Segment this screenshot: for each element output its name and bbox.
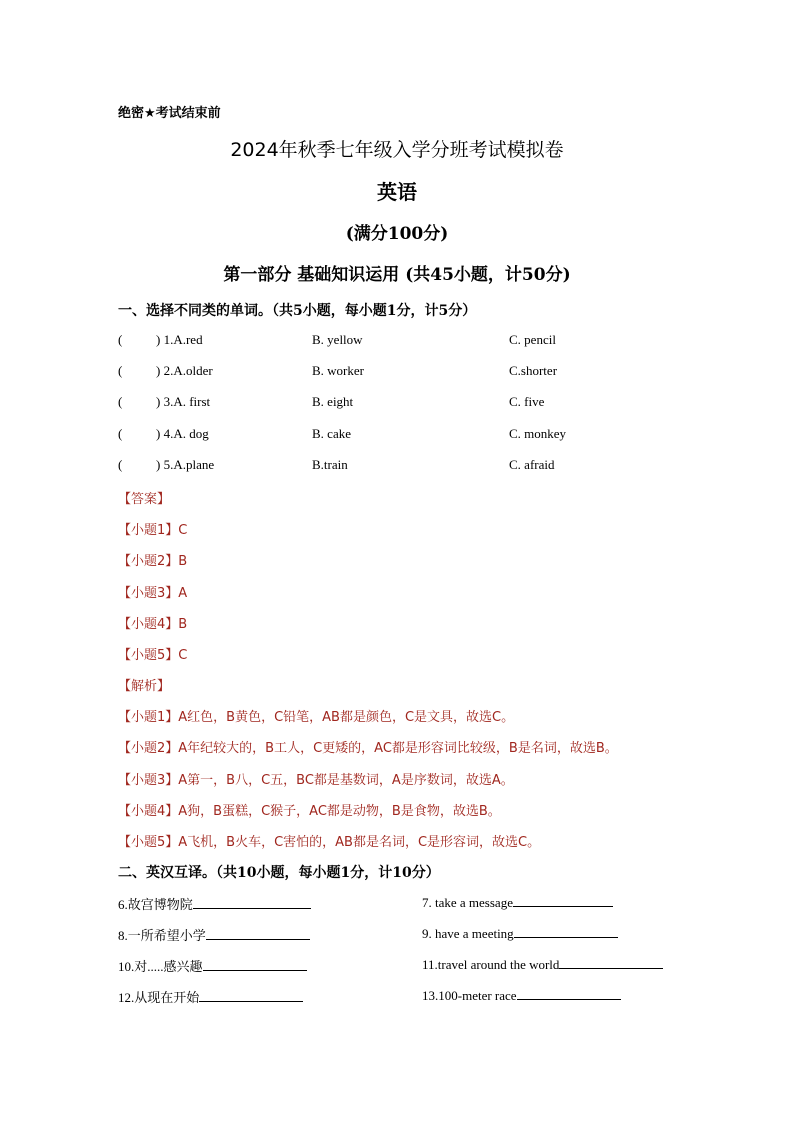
translation-item xyxy=(118,925,310,944)
section1-title: 一、选择不同类的单词。（共5小题，每小题1分，计5分） xyxy=(118,303,477,319)
exam-title: 2024年秋季七年级入学分班考试模拟卷 xyxy=(230,139,564,161)
answer-item: 【小题4】B xyxy=(118,617,188,632)
answer-blank[interactable] xyxy=(203,958,307,971)
translation-item xyxy=(422,894,613,911)
option-c: C. pencil xyxy=(509,332,556,347)
question-row xyxy=(0,457,794,477)
question-row xyxy=(0,394,794,414)
answer-blank[interactable] xyxy=(193,896,311,909)
question-row xyxy=(0,426,794,446)
translation-text: 13.100-meter race xyxy=(422,988,517,1003)
translation-item xyxy=(422,956,663,973)
translation-text: 7. take a message xyxy=(422,895,513,910)
answer-blank[interactable] xyxy=(514,925,618,938)
answer-paren: ( xyxy=(118,363,123,378)
option-c: C. five xyxy=(509,394,545,409)
question-row xyxy=(0,363,794,383)
option-c: C. afraid xyxy=(509,457,555,472)
answer-item: 【小题5】C xyxy=(118,648,188,663)
option-a: ) 4.A. dog xyxy=(156,426,209,441)
answer-item: 【小题2】B xyxy=(118,554,188,569)
option-b: B. eight xyxy=(312,394,354,409)
option-c: C. monkey xyxy=(509,426,567,441)
translation-item xyxy=(422,987,621,1004)
answer-blank[interactable] xyxy=(517,987,621,1000)
translation-item xyxy=(422,925,618,942)
option-c: C.shorter xyxy=(509,363,558,378)
answer-paren: ( xyxy=(118,457,123,472)
analysis-label: 【解析】 xyxy=(118,679,171,694)
option-a: ) 2.A.older xyxy=(156,363,213,378)
section2-title: 二、英汉互译。（共10小题，每小题1分，计10分） xyxy=(118,865,440,881)
question-row xyxy=(0,332,794,352)
analysis-item: 【小题4】A狗，B蛋糕，C猴子，AC都是动物，B是食物，故选B。 xyxy=(118,804,501,819)
answer-item: 【小题3】A xyxy=(118,586,188,601)
translation-text: 9. have a meeting xyxy=(422,926,514,941)
part-heading: 第一部分 基础知识运用 (共45小题，计50分) xyxy=(223,265,571,285)
answer-paren: ( xyxy=(118,394,123,409)
translation-text: 10.对.....感兴趣 xyxy=(118,959,203,974)
translation-text: 6.故宫博物院 xyxy=(118,897,193,912)
translation-item xyxy=(118,956,307,975)
translation-text: 12.从现在开始 xyxy=(118,990,200,1005)
analysis-item: 【小题2】A年纪较大的，B工人，C更矮的，AC都是形容词比较级，B是名词，故选B。 xyxy=(118,741,618,756)
option-b: B. cake xyxy=(312,426,351,441)
answer-blank[interactable] xyxy=(199,989,303,1002)
option-a: ) 1.A.red xyxy=(156,332,203,347)
answer-paren: ( xyxy=(118,426,123,441)
translation-item xyxy=(118,894,311,913)
analysis-item: 【小题1】A红色，B黄色，C铅笔，AB都是颜色，C是文具，故选C。 xyxy=(118,710,515,725)
option-a: ) 5.A.plane xyxy=(156,457,215,472)
option-a: ) 3.A. first xyxy=(156,394,211,409)
translation-text: 8.一所希望小学 xyxy=(118,928,206,943)
answer-blank[interactable] xyxy=(513,894,613,907)
answer-paren: ( xyxy=(118,332,123,347)
translation-text: 11.travel around the world xyxy=(422,957,560,972)
answer-blank[interactable] xyxy=(206,927,310,940)
option-b: B.train xyxy=(312,457,348,472)
answer-item: 【小题1】C xyxy=(118,523,188,538)
option-b: B. worker xyxy=(312,363,364,378)
answer-label: 【答案】 xyxy=(118,492,171,507)
analysis-item: 【小题5】A飞机，B火车，C害怕的，AB都是名词，C是形容词，故选C。 xyxy=(118,835,541,850)
subject-title: 英语 xyxy=(377,180,417,204)
confidential-label: 绝密★考试结束前 xyxy=(118,106,221,121)
full-score: (满分100分) xyxy=(345,224,449,244)
analysis-item: 【小题3】A第一，B八，C五，BC都是基数词，A是序数词，故选A。 xyxy=(118,773,514,788)
answer-blank[interactable] xyxy=(559,956,663,969)
option-b: B. yellow xyxy=(312,332,363,347)
translation-item xyxy=(118,987,303,1006)
